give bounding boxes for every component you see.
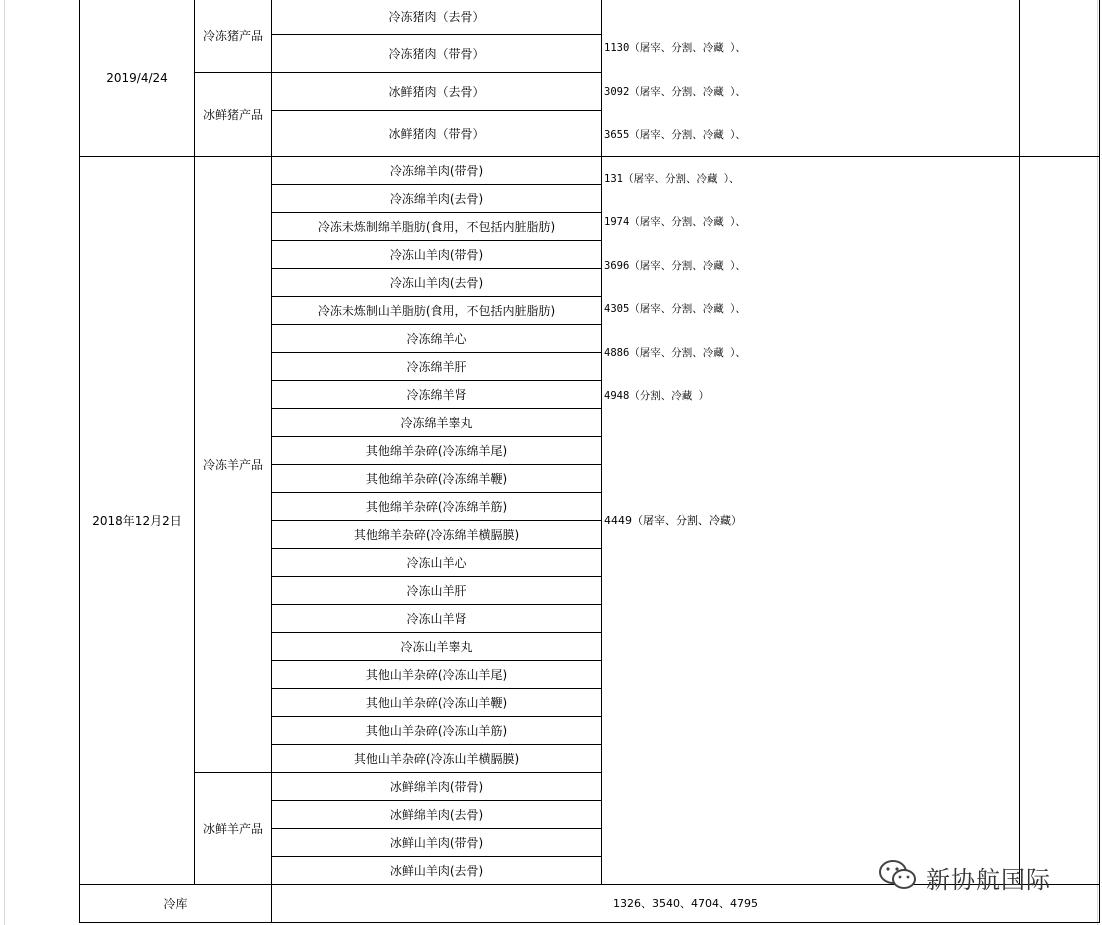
product-cell: 冷冻山羊肝 [406, 583, 467, 598]
product-cell: 冰鲜猪肉（带骨） [388, 126, 485, 141]
cert-line: 4886（屠宰、分割、冷藏 ）、 [604, 346, 746, 359]
cert-line: 4305（屠宰、分割、冷藏 ）、 [604, 303, 746, 315]
grid-line [1097, 0, 1098, 925]
date-cell: 2018年12月2日 [92, 513, 182, 528]
cert-line: 4948（分割、冷藏 ） [604, 390, 710, 402]
product-cell: 冰鲜山羊肉(带骨) [389, 835, 484, 850]
cert-line: 3696（屠宰、分割、冷藏 ）、 [604, 259, 746, 272]
product-cell: 冷冻山羊肾 [406, 611, 467, 626]
product-cell: 冷冻绵羊肉(去骨) [389, 191, 484, 206]
product-cell: 冷冻绵羊心 [406, 331, 467, 346]
product-cell: 其他绵羊杂碎(冷冻绵羊鞭) [365, 471, 508, 486]
cert-cell: 4449（屠宰、分割、冷藏） [604, 513, 742, 527]
product-cell: 其他绵羊杂碎(冷冻绵羊尾) [365, 443, 508, 458]
grid-line [4, 0, 5, 925]
category-cell: 冷冻猪产品 [202, 29, 263, 43]
product-cell: 其他山羊杂碎(冷冻山羊鞭) [365, 695, 508, 710]
product-cell: 冷冻绵羊肝 [406, 359, 467, 374]
category-cell: 冰鲜羊产品 [202, 821, 263, 836]
product-cell: 其他山羊杂碎(冷冻山羊筋) [365, 723, 508, 738]
product-cell: 冷冻山羊肉(带骨) [389, 247, 484, 262]
product-cell: 其他绵羊杂碎(冷冻绵羊横膈膜) [353, 527, 520, 542]
product-cell: 冷冻猪肉（带骨） [388, 46, 485, 61]
watermark [878, 858, 1051, 896]
cert-line: 3655（屠宰、分割、冷藏 ）、 [604, 129, 746, 141]
product-cell: 冷冻绵羊肉(带骨) [389, 163, 484, 178]
product-cell: 冷冻绵羊肾 [406, 387, 467, 402]
product-cell: 冷冻山羊睾丸 [400, 639, 473, 654]
border [79, 922, 1100, 923]
border [1099, 0, 1100, 923]
product-cell: 其他绵羊杂碎(冷冻绵羊筋) [365, 499, 508, 514]
product-cell: 冰鲜猪肉（去骨） [388, 84, 485, 99]
product-cell: 冷冻绵羊睾丸 [400, 415, 473, 430]
cert-line: 1974（屠宰、分割、冷藏 ）、 [604, 216, 746, 228]
cold-storage-value: 1326、3540、4704、4795 [613, 896, 758, 910]
product-cell: 冷冻山羊肉(去骨) [389, 275, 484, 290]
product-cell: 冰鲜绵羊肉(去骨) [389, 807, 484, 822]
product-cell: 冷冻山羊心 [406, 555, 467, 570]
product-cell: 冷冻未炼制绵羊脂肪(食用，不包括内脏脂肪) [317, 219, 556, 234]
wechat-icon [878, 858, 918, 896]
cert-line: 131（屠宰、分割、冷藏 ）、 [604, 172, 740, 185]
product-cell: 其他山羊杂碎(冷冻山羊尾) [365, 667, 508, 682]
cert-line: 3092（屠宰、分割、冷藏 ）、 [604, 85, 746, 98]
product-cell: 冷冻猪肉（去骨） [388, 10, 485, 24]
product-cell: 冰鲜山羊肉(去骨) [389, 863, 484, 878]
watermark-text: 新协航国际 [926, 865, 1051, 894]
category-cell: 冷冻羊产品 [202, 457, 263, 472]
date-cell: 2019/4/24 [106, 71, 168, 85]
cold-storage-label: 冷库 [163, 896, 188, 911]
product-cell: 其他山羊杂碎(冷冻山羊横膈膜) [353, 751, 520, 766]
cert-line: 1130（屠宰、分割、冷藏 ）、 [604, 42, 746, 54]
product-cell: 冰鲜绵羊肉(带骨) [389, 779, 484, 794]
category-cell: 冰鲜猪产品 [202, 107, 263, 122]
product-cell: 冷冻未炼制山羊脂肪(食用，不包括内脏脂肪) [317, 303, 556, 318]
